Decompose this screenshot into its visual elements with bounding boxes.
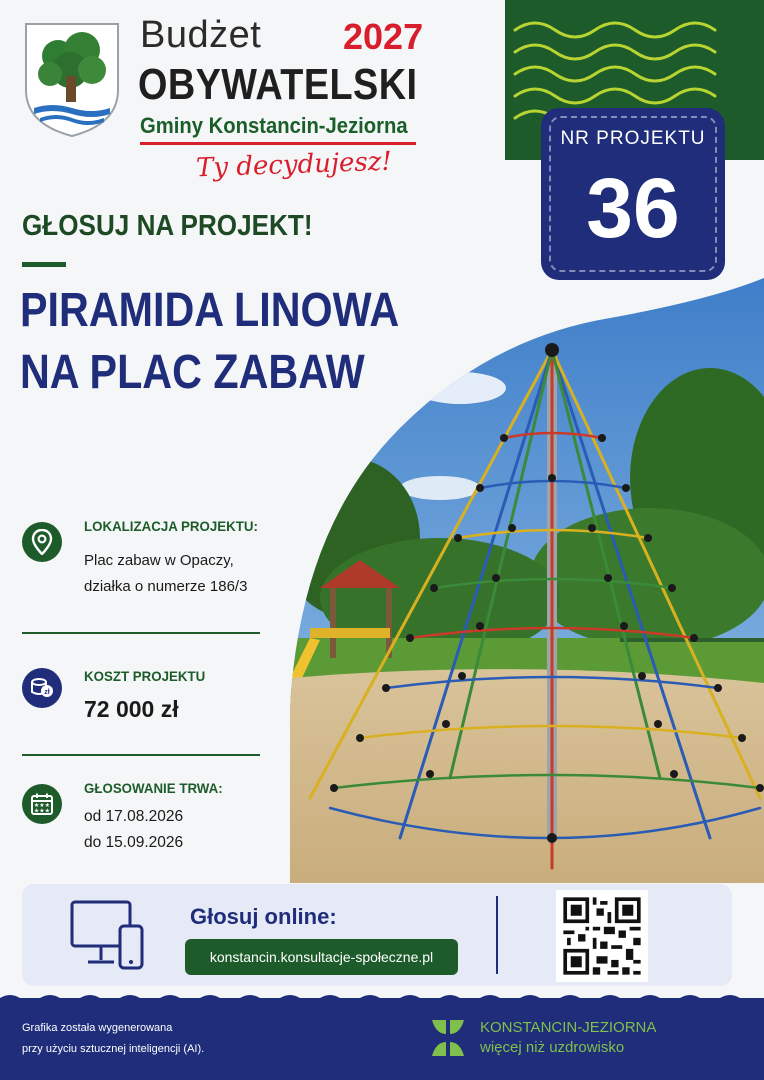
svg-text:★★★: ★★★ bbox=[33, 802, 51, 809]
coins-icon bbox=[22, 668, 62, 708]
project-title-line1: PIRAMIDA LINOWA bbox=[20, 284, 400, 337]
qr-code-icon bbox=[556, 890, 648, 982]
voting-dates bbox=[84, 804, 183, 856]
header-obywatelski: OBYWATELSKI bbox=[138, 60, 418, 109]
voting-title: GŁOSOWANIE TRWA: bbox=[84, 780, 223, 796]
cost-value: 72 000 zł bbox=[84, 696, 179, 722]
brand-logo-icon bbox=[430, 1018, 466, 1058]
project-number-label: NR PROJEKTU bbox=[560, 128, 706, 149]
svg-text:zł: zł bbox=[44, 689, 50, 696]
qr-code[interactable] bbox=[556, 890, 648, 982]
project-number-value: 36 bbox=[586, 161, 680, 255]
map-pin-icon bbox=[22, 522, 62, 562]
vote-heading: GŁOSUJ NA PROJEKT! bbox=[22, 210, 313, 242]
footer-ai-note bbox=[22, 1018, 204, 1060]
footer-note-line2: przy użyciu sztucznej inteligencji (AI). bbox=[22, 1043, 205, 1055]
footer-note-line1: Grafika została wygenerowana bbox=[22, 1022, 173, 1034]
project-number-card bbox=[541, 108, 725, 280]
header-budzet: Budżet bbox=[140, 14, 262, 56]
footer-wave-edge bbox=[0, 992, 764, 1004]
vote-online-link[interactable]: konstancin.konsultacje-społeczne.pl bbox=[185, 939, 458, 975]
coat-of-arms-icon bbox=[22, 20, 122, 138]
vote-heading-bar bbox=[22, 262, 66, 267]
footer-brand-name: KONSTANCIN-JEZIORNA bbox=[480, 1019, 657, 1036]
footer-brand bbox=[480, 1018, 656, 1058]
voting-to: do 15.09.2026 bbox=[84, 834, 184, 851]
location-title: LOKALIZACJA PROJEKTU: bbox=[84, 518, 258, 534]
location-text bbox=[84, 548, 247, 600]
divider-2 bbox=[22, 754, 260, 756]
divider-1 bbox=[22, 632, 260, 634]
calendar-icon bbox=[22, 784, 62, 824]
project-title-line2: NA PLAC ZABAW bbox=[20, 346, 365, 399]
project-title bbox=[20, 280, 399, 404]
online-separator bbox=[496, 896, 498, 974]
voting-from: od 17.08.2026 bbox=[84, 808, 184, 825]
header-gmina: Gminy Konstancin-Jeziorna bbox=[140, 113, 408, 138]
cost-title: KOSZT PROJEKTU bbox=[84, 668, 206, 684]
devices-icon bbox=[70, 898, 146, 976]
location-line2: działka o numerze 186/3 bbox=[84, 578, 248, 595]
svg-text:★★★: ★★★ bbox=[33, 807, 51, 815]
header-underline bbox=[140, 142, 416, 145]
footer-brand-slogan: więcej niż uzdrowisko bbox=[480, 1039, 625, 1056]
location-line1: Plac zabaw w Opaczy, bbox=[84, 552, 234, 569]
header-tagline: Ty decydujesz! bbox=[195, 146, 393, 184]
header-year: 2027 bbox=[343, 16, 424, 57]
online-title: Głosuj online: bbox=[190, 904, 337, 929]
